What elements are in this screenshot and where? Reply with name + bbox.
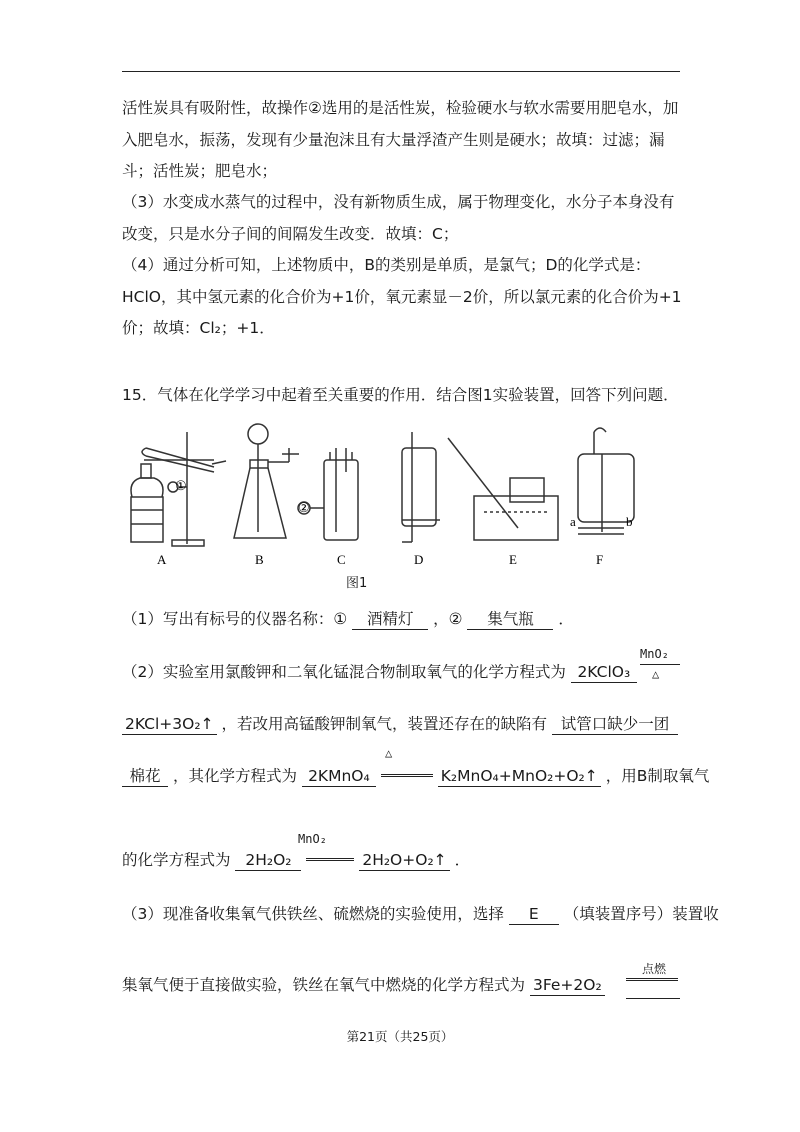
q2-defect-answer-cont: 棉花	[122, 766, 168, 787]
q3-eq-blank	[626, 998, 680, 999]
q2-eq3-equals	[306, 858, 354, 861]
q3-eq-equals	[626, 978, 678, 981]
q2-mid-3: ，用B制取氧气	[605, 767, 710, 785]
q1-answer-2: 集气瓶	[467, 609, 553, 630]
figure-caption: 图1	[346, 576, 368, 591]
q1-mid: ，②	[433, 610, 463, 628]
q2-eq2-left: 2KMnO₄	[302, 766, 376, 787]
bag-port-b-label: b	[626, 514, 633, 529]
q3-line2-prefix: 集氧气便于直接做实验，铁丝在氧气中燃烧的化学方程式为	[122, 976, 526, 994]
question-15-title: 15．气体在化学学习中起着至关重要的作用．结合图1实验装置，回答下列问题．	[122, 386, 679, 404]
q2-eq3-catalyst: MnO₂	[298, 832, 327, 846]
q2-eq2-right: K₂MnO₄+MnO₂+O₂↑	[438, 766, 601, 787]
apparatus-label-a: A	[157, 552, 167, 567]
q2-eq1-catalyst: MnO₂	[640, 647, 669, 661]
q2-line-2	[122, 712, 678, 735]
q1-line	[122, 607, 574, 630]
apparatus-figure	[124, 412, 644, 602]
q2-eq1-left: 2KClO₃	[571, 662, 637, 683]
apparatus-drawing	[124, 412, 644, 602]
q1-prefix: （1）写出有标号的仪器名称：①	[122, 610, 348, 628]
q2-eq1-heat: △	[652, 667, 660, 681]
q3-line-2	[122, 973, 605, 996]
q1-end: ．	[558, 610, 574, 628]
q2-line-3	[122, 764, 709, 787]
q2-end: ．	[454, 851, 471, 869]
q2-eq1-equals	[640, 664, 680, 665]
q2-eq1-right: 2KCl+3O₂↑	[122, 714, 217, 735]
q3-eq-ignite: 点燃	[642, 962, 667, 976]
q2-eq3-right: 2H₂O+O₂↑	[359, 850, 449, 871]
q2-eq2-equals	[381, 774, 433, 777]
q2-line-1	[122, 660, 637, 683]
marker-2-label: ②	[298, 500, 310, 515]
q2-eq3-left: 2H₂O₂	[235, 850, 301, 871]
q2-defect-answer: 试管口缺少一团	[552, 714, 678, 735]
q2-eq2-heat: △	[385, 746, 393, 760]
q2-line-prefix: 的化学方程式为	[122, 851, 231, 869]
q3-eq-left: 3Fe+2O₂	[530, 975, 605, 996]
q3-mid: （填装置序号）装置收	[563, 905, 719, 923]
apparatus-label-b: B	[255, 552, 264, 567]
q2-mid-1: ，若改用高锰酸钾制氧气，装置还存在的缺陷有	[221, 715, 548, 733]
apparatus-label-e: E	[509, 552, 517, 567]
q2-prefix: （2）实验室用氯酸钾和二氧化锰混合物制取氧气的化学方程式为	[122, 663, 566, 681]
q2-mid-2: ，其化学方程式为	[172, 767, 297, 785]
answer-paragraph-4: （4）通过分析可知，上述物质中，B的类别是单质，是氯气；D的化学式是：HClO，其中氢元素的化合价为+1价，氧元素显－2价，所以氯元素的化合价为+1价；故填：Cl₂；+1．	[122, 256, 682, 337]
q2-line-4	[122, 848, 470, 871]
apparatus-label-f: F	[596, 552, 604, 567]
q3-answer: E	[509, 904, 559, 925]
page-footer: 第21页（共25页）	[346, 1029, 454, 1044]
q1-answer-1: 酒精灯	[352, 609, 428, 630]
answer-paragraph-top: 活性炭具有吸附性，故操作②选用的是活性炭，检验硬水与软水需要用肥皂水，加入肥皂水，振荡，发现有少量泡沫且有大量浮渣产生则是硬水；故填：过滤；漏斗；活性炭；肥皂水；	[122, 99, 679, 180]
bag-port-a-label: a	[570, 514, 576, 529]
q3-line-1	[122, 902, 719, 925]
header-rule	[122, 71, 680, 72]
q3-prefix: （3）现准备收集氧气供铁丝、硫燃烧的实验使用，选择	[122, 905, 504, 923]
apparatus-label-d: D	[414, 552, 424, 567]
apparatus-label-c: C	[337, 552, 346, 567]
answer-paragraph-3: （3）水变成水蒸气的过程中，没有新物质生成，属于物理变化，水分子本身没有改变，只是水分子间的间隔发生改变．故填：C；	[122, 193, 675, 243]
marker-1-label: ①	[175, 478, 187, 493]
